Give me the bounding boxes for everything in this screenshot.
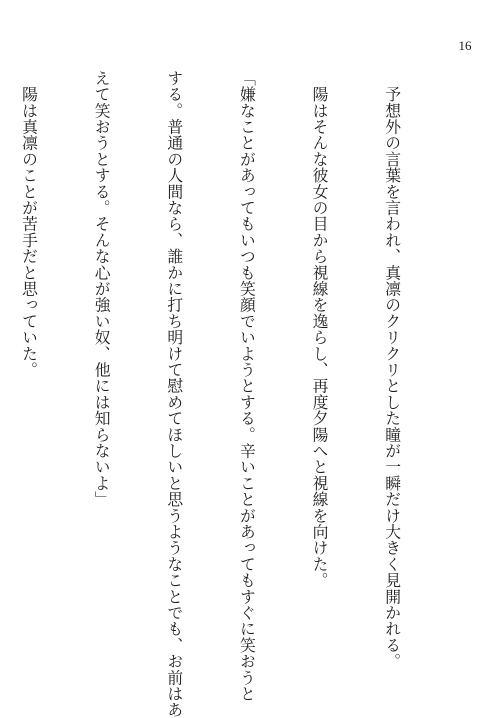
text-line: する。普通の人間なら、誰かに打ち明けて慰めてほしいと思うようなことでも、お前はあ (164, 70, 184, 718)
text-line: えて笑おうとする。そんな心が強い奴、他には知らないよ」 (92, 70, 112, 508)
text-line: 「嫌なことがあってもいつも笑顔でいようとする。辛いことがあってもすぐに笑おうと (237, 70, 257, 702)
text-line: 陽は真凛のことが苦手だと思っていた。 (19, 70, 39, 378)
text-line: 予想外の言葉を言われ、真凛のクリクリとした瞳が一瞬だけ大きく見開かれる。 (382, 70, 402, 670)
text-line: 陽はそんな彼女の目から視線を逸らし、再度夕陽へと視線を向けた。 (309, 70, 329, 589)
page-number: 16 (458, 38, 472, 53)
vertical-text-body (19, 70, 452, 718)
